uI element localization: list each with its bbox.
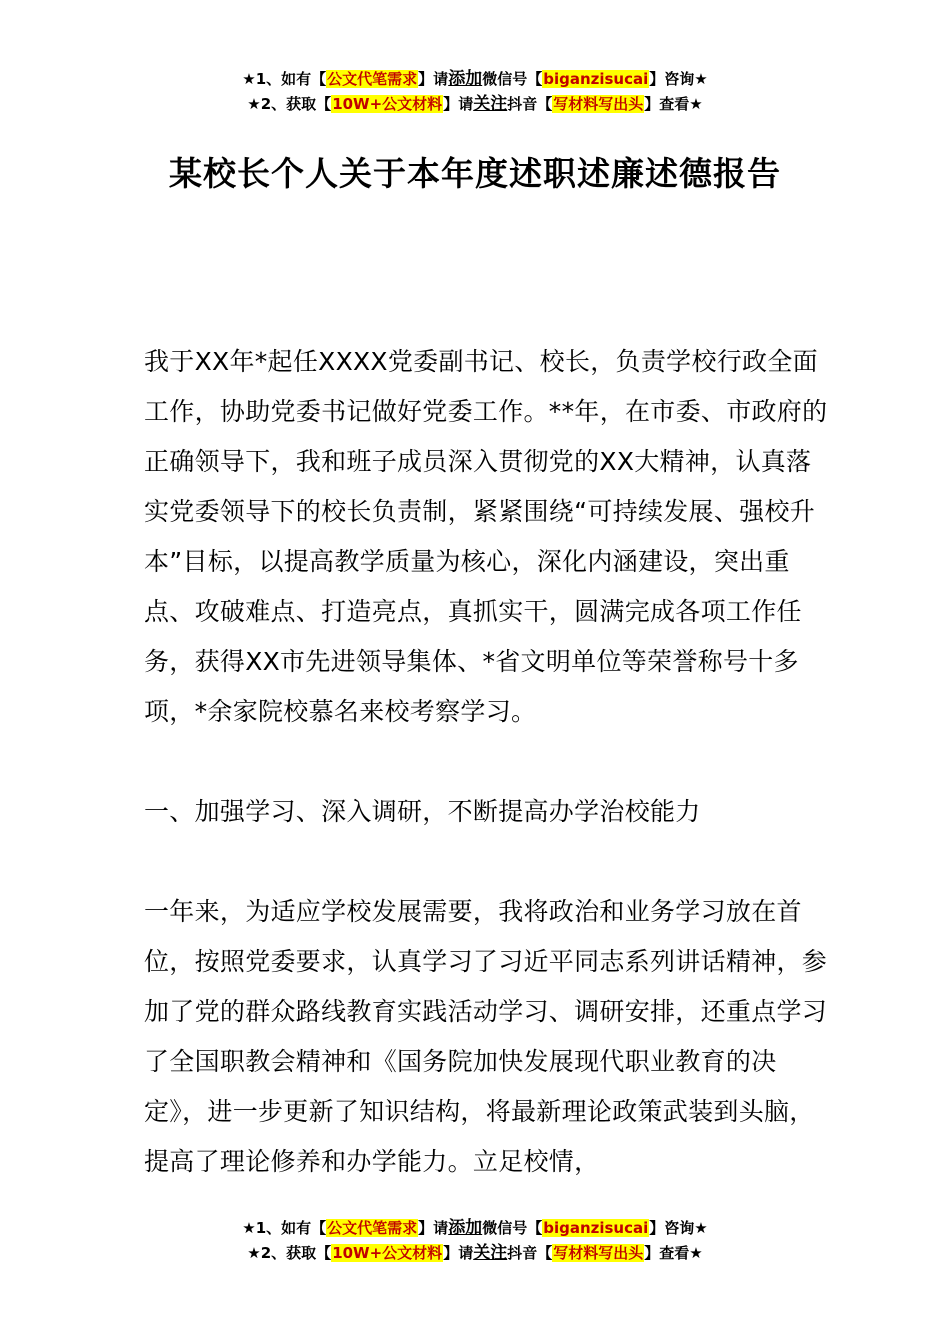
banner-text: 抖音【: [507, 95, 553, 113]
banner-text: ★2、获取【: [247, 95, 332, 113]
banner-line-2: [0, 92, 950, 117]
banner-text: 微信号【: [482, 1219, 543, 1237]
banner-emphasis: 添加: [448, 69, 483, 89]
banner-text: 】请: [443, 95, 474, 113]
paragraph-intro: 我于XX年*起任XXXX党委副书记、校长，负责学校行政全面工作，协助党委书记做好党委工作。**年，在市委、市政府的正确领导下，我和班子成员深入贯彻党的XX大精神，认真落实党委领导下的校长负责制，紧紧围绕“可持续发展、强校升本”目标，以提高教学质量为核心，深化内涵建设，突出重点、攻破难点、打造亮点，真抓实干，圆满完成各项工作任务，获得XX市先进领导集体、*省文明单位等荣誉称号十多项，*余家院校慕名来校考察学习。: [144, 347, 828, 726]
banner-line-1: [0, 1216, 950, 1241]
banner-highlight: biganzisucai: [543, 1219, 649, 1237]
banner-emphasis: 关注: [473, 1243, 508, 1263]
banner-highlight: 10W+公文材料: [332, 1244, 443, 1262]
banner-text: 】请: [418, 70, 449, 88]
banner-emphasis: 关注: [473, 94, 508, 114]
banner-highlight: 10W+公文材料: [332, 95, 443, 113]
paragraph-body: 一年来，为适应学校发展需要，我将政治和业务学习放在首位，按照党委要求，认真学习了习近平同志系列讲话精神，参加了党的群众路线教育实践活动学习、调研安排，还重点学习了全国职教会精神和《国务院加快发展现代职业教育的决定》，进一步更新了知识结构，将最新理论政策武装到头脑，提高了理论修养和办学能力。立足校情，: [144, 897, 828, 1176]
banner-line-2: [0, 1241, 950, 1266]
banner-text: 】咨询★: [649, 1219, 708, 1237]
banner-text: 】查看★: [644, 95, 703, 113]
banner-emphasis: 添加: [448, 1218, 483, 1238]
banner-text: 】请: [418, 1219, 449, 1237]
banner-highlight: 公文代笔需求: [327, 70, 418, 88]
banner-highlight: 公文代笔需求: [327, 1219, 418, 1237]
banner-text: 微信号【: [482, 70, 543, 88]
banner-highlight: 写材料写出头: [553, 1244, 644, 1262]
banner-text: 】咨询★: [649, 70, 708, 88]
banner-text: 】请: [443, 1244, 474, 1262]
footer-banner: [0, 1216, 950, 1266]
banner-text: 】查看★: [644, 1244, 703, 1262]
banner-text: 抖音【: [507, 1244, 553, 1262]
document-title: 某校长个人关于本年度述职述廉述德报告: [169, 154, 781, 193]
banner-highlight: biganzisucai: [543, 70, 649, 88]
banner-line-1: [0, 67, 950, 92]
banner-highlight: 写材料写出头: [553, 95, 644, 113]
header-banner: [0, 67, 950, 117]
banner-text: ★2、获取【: [247, 1244, 332, 1262]
section-heading: 一、加强学习、深入调研，不断提高办学治校能力: [144, 797, 701, 826]
banner-text: ★1、如有【: [242, 70, 327, 88]
banner-text: ★1、如有【: [242, 1219, 327, 1237]
